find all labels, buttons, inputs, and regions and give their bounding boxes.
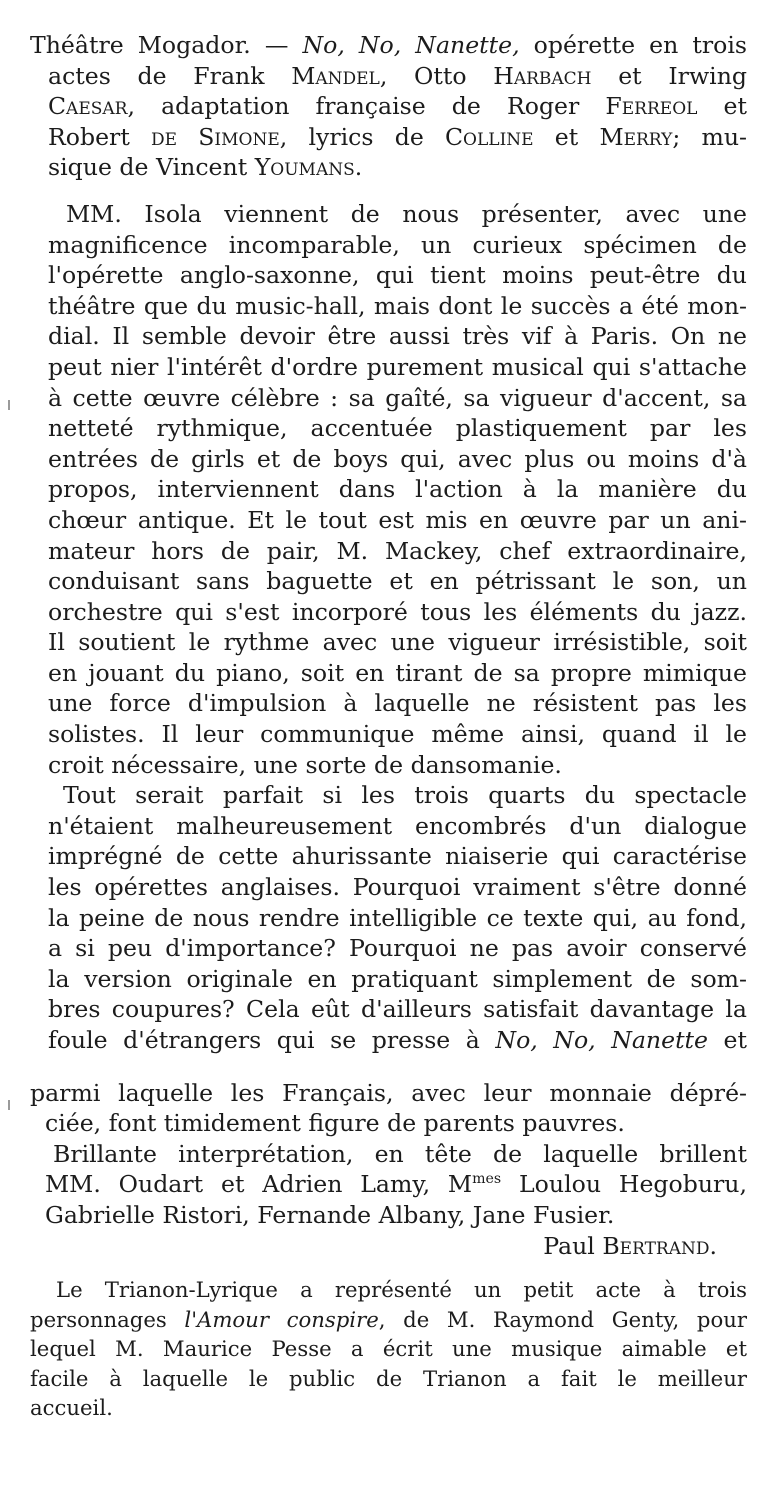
author-name: Colline [445, 122, 534, 151]
header-text: et [533, 122, 600, 151]
header-text: , lyrics de [279, 122, 445, 151]
text-span: personnages [30, 1306, 185, 1332]
text-line: bres coupures? Cela eût d'ailleurs satisfait davantage la [48, 995, 747, 1024]
header-text: Théâtre Mogador. — [30, 31, 303, 59]
text-line: parmi laquelle les Français, avec leur monnaie dépré- [30, 1078, 747, 1107]
text-line: ciée, font timidement figure de parents pauvres. [45, 1109, 625, 1138]
header-text: . [354, 153, 363, 182]
text-line: Il soutient le rythme avec une vigueur irrésistible, soit [48, 628, 747, 657]
header-text: opérette en trois [519, 31, 747, 59]
work-title: l'Amour conspire [184, 1306, 379, 1332]
text-line: l'opérette anglo-saxonne, qui tient moins peut-être du [48, 261, 747, 290]
author-name: Mandel [291, 61, 380, 90]
text-line: entrées de girls et de boys qui, avec plus ou moins d'à [48, 444, 747, 473]
text-line: Tout serait parfait si les trois quarts du spectacle [63, 781, 747, 810]
author-name: Caesar [48, 92, 128, 121]
text-line: mateur hors de pair, M. Mackey, chef extraordinaire, [48, 536, 747, 565]
paragraph-cast [30, 1139, 747, 1231]
text-line: les opérettes anglaises. Pourquoi vraiment s'être donné [48, 873, 747, 902]
text-line: croit nécessaire, une sorte de dansomanie. [48, 750, 562, 779]
text-line: netteté rythmique, accentuée plastiquement par les [48, 414, 747, 443]
header-text: , Otto [379, 61, 494, 90]
text-line: a si peu d'importance? Pourquoi ne pas avoir conservé [48, 934, 747, 963]
text-line: Gabrielle Ristori, Fernande Albany, Jane Fusier. [45, 1200, 615, 1229]
text-line: en jouant du piano, soit en tirant de sa propre mimique [48, 658, 747, 687]
paragraph-critique [30, 780, 747, 1055]
text-line: dial. Il semble devoir être aussi très vif à Paris. On ne [48, 322, 747, 351]
text-line [30, 1305, 747, 1335]
signature-first-name: Paul [543, 1231, 603, 1260]
text-line: accueil. [30, 1395, 113, 1421]
header-line [30, 91, 747, 122]
author-name: Harbach [493, 61, 592, 90]
paragraph-trianon [30, 1275, 747, 1423]
header-text: actes de Frank [48, 61, 292, 90]
header-text: et Irwing [591, 61, 747, 90]
author-name: Youmans [254, 153, 355, 182]
review-header [30, 30, 747, 183]
text-line [48, 1025, 747, 1056]
header-text: Robert [48, 122, 152, 151]
text-line: conduisant sans baguette et en pétrissant le son, un [48, 567, 747, 596]
header-line [30, 152, 747, 183]
margin-mark [8, 1100, 10, 1110]
text-line: une force d'impulsion à laquelle ne résistent pas les [48, 689, 747, 718]
text-line: n'étaient malheureusement encombrés d'un dialogue [48, 811, 747, 840]
header-text: , adaptation française de Roger [127, 92, 606, 121]
header-line [30, 122, 747, 153]
author-name: de Simone [151, 122, 280, 151]
signature-period: . [709, 1231, 717, 1260]
header-text: et [697, 92, 747, 121]
text-span: Loulou Hegoburu, [501, 1170, 747, 1199]
work-title: No, No, Nanette, [302, 31, 520, 59]
text-span: foule d'étrangers qui se presse à [48, 1026, 496, 1054]
header-text: sique de Vincent [48, 153, 255, 182]
text-line: propos, interviennent dans l'action à la manière du [48, 475, 747, 504]
text-span: , de M. Raymond Genty, pour [378, 1306, 747, 1332]
text-span: et [708, 1026, 747, 1054]
superscript: mes [472, 1171, 502, 1188]
text-line: lequel M. Maurice Pesse a écrit une musique aimable et [30, 1336, 747, 1362]
paragraph-review [30, 199, 747, 780]
text-line: peut nier l'intérêt d'ordre purement musical qui s'attache [48, 352, 747, 381]
margin-mark [8, 400, 10, 410]
text-line [45, 1169, 747, 1200]
text-line: chœur antique. Et le tout est mis en œuvre par un ani- [48, 505, 747, 534]
header-text: ; mu- [672, 122, 748, 151]
text-line: facile à laquelle le public de Trianon a fait le meilleur [30, 1365, 747, 1391]
header-line [30, 61, 747, 92]
author-name: Ferreol [605, 92, 698, 121]
text-line: la peine de nous rendre intelligible ce texte qui, au fond, [48, 903, 747, 932]
text-line: Le Trianon-Lyrique a représenté un petit acte à trois [56, 1277, 747, 1303]
text-line: imprégné de cette ahurissante niaiserie qui caractérise [48, 842, 747, 871]
text-line: MM. Isola viennent de nous présenter, avec une [66, 199, 747, 228]
text-span: MM. Oudart et Adrien Lamy, M [45, 1170, 473, 1199]
text-line: solistes. Il leur communique même ainsi, quand il le [48, 720, 747, 749]
text-line: à cette œuvre célèbre : sa gaîté, sa vigueur d'accent, sa [48, 383, 747, 412]
header-line [30, 30, 747, 61]
text-line: la version originale en pratiquant simplement de som- [48, 964, 747, 993]
text-line: théâtre que du music-hall, mais dont le succès a été mon- [48, 291, 747, 320]
signature [30, 1231, 747, 1262]
author-name: Merry [599, 122, 673, 151]
text-line: Brillante interprétation, en tête de laquelle brillent [53, 1139, 747, 1168]
work-title: No, No, Nanette [495, 1026, 708, 1054]
text-line: orchestre qui s'est incorporé tous les éléments du jazz. [48, 597, 747, 626]
text-line: magnificence incomparable, un curieux spécimen de [48, 230, 747, 259]
paragraph-critique-continued [30, 1078, 747, 1139]
signature-last-name: Bertrand [602, 1231, 710, 1260]
